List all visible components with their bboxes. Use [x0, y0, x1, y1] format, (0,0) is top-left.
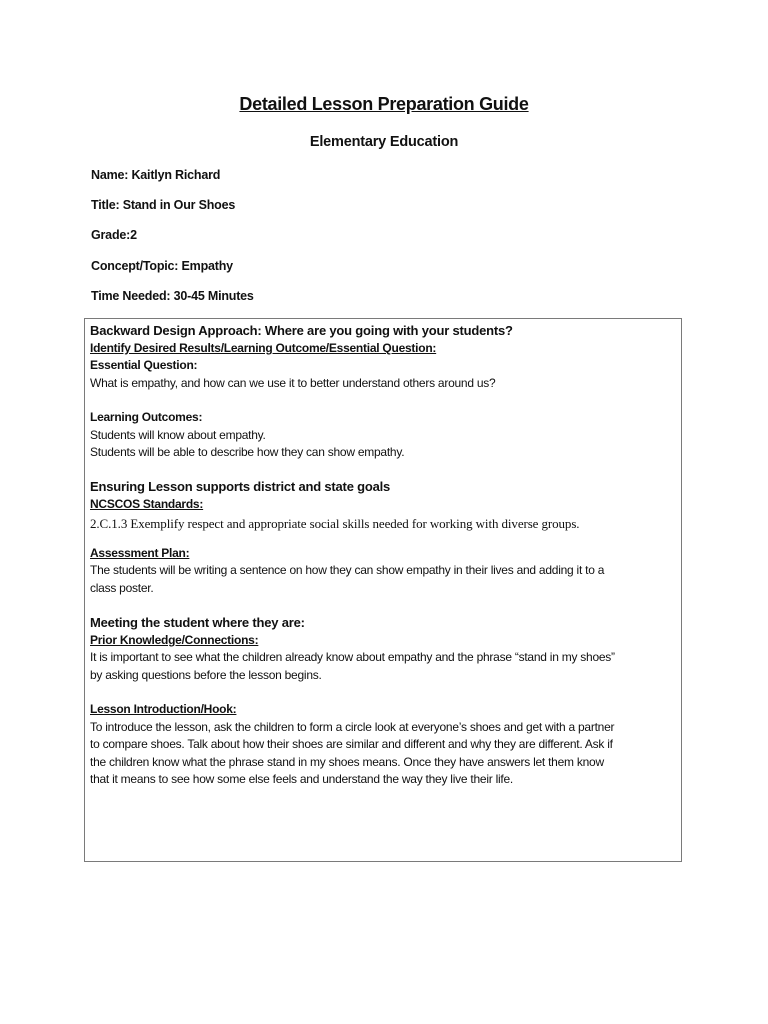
spacer: [90, 684, 675, 701]
document-subtitle: Elementary Education: [309, 134, 459, 150]
time-field: Time Needed: 30-45 Minutes: [91, 289, 254, 303]
prior-knowledge-text: by asking questions before the lesson begins.: [90, 667, 322, 682]
lesson-plan-box: [84, 318, 682, 862]
spacer: [90, 461, 675, 478]
lesson-hook-label: Lesson Introduction/Hook:: [90, 702, 237, 717]
assessment-plan-text: The students will be writing a sentence on how they can show empathy in their lives and adding it to a: [90, 563, 605, 578]
lesson-hook-text: the children know what the phrase stand in my shoes means. Once they have answers let them know: [90, 754, 604, 769]
spacer: [90, 392, 675, 409]
concept-field: Concept/Topic: Empathy: [91, 259, 233, 273]
ncscos-standards-label: NCSCOS Standards:: [90, 497, 204, 512]
ncscos-standard-text: 2.C.1.3 Exemplify respect and appropriate social skills needed for working with diverse groups.: [90, 515, 580, 531]
identify-results-heading: Identify Desired Results/Learning Outcome/Essential Question:: [90, 341, 437, 355]
grade-field: Grade:2: [91, 228, 137, 242]
spacer: [90, 533, 675, 545]
ensuring-lesson-heading: Ensuring Lesson supports district and state goals: [90, 479, 391, 495]
prior-knowledge-label: Prior Knowledge/Connections:: [90, 633, 259, 648]
backward-design-heading: Backward Design Approach: Where are you going with your students?: [90, 323, 513, 338]
essential-question-label: Essential Question:: [90, 358, 198, 373]
spacer: [90, 597, 675, 614]
lesson-hook-text: that it means to see how some else feels and understand the way they live their life.: [90, 771, 513, 786]
meeting-student-heading: Meeting the student where they are:: [90, 615, 305, 631]
lesson-hook-text: to compare shoes. Talk about how their shoes are similar and different and why they are different. Ask if: [90, 737, 613, 752]
assessment-plan-text: class poster.: [90, 580, 154, 595]
document-title: Detailed Lesson Preparation Guide: [239, 94, 529, 114]
learning-outcome-item: Students will be able to describe how they can show empathy.: [90, 445, 405, 460]
assessment-plan-label: Assessment Plan:: [90, 545, 190, 560]
prior-knowledge-text: It is important to see what the children already know about empathy and the phrase “stand in my shoes”: [90, 650, 615, 665]
name-field: Name: Kaitlyn Richard: [91, 168, 221, 182]
learning-outcome-item: Students will know about empathy.: [90, 427, 266, 442]
lesson-hook-text: To introduce the lesson, ask the children to form a circle look at everyone’s shoes and get with a partner: [90, 719, 615, 734]
essential-question-text: What is empathy, and how can we use it to better understand others around us?: [90, 375, 496, 390]
learning-outcomes-label: Learning Outcomes:: [90, 410, 203, 425]
title-field: Title: Stand in Our Shoes: [91, 198, 236, 212]
